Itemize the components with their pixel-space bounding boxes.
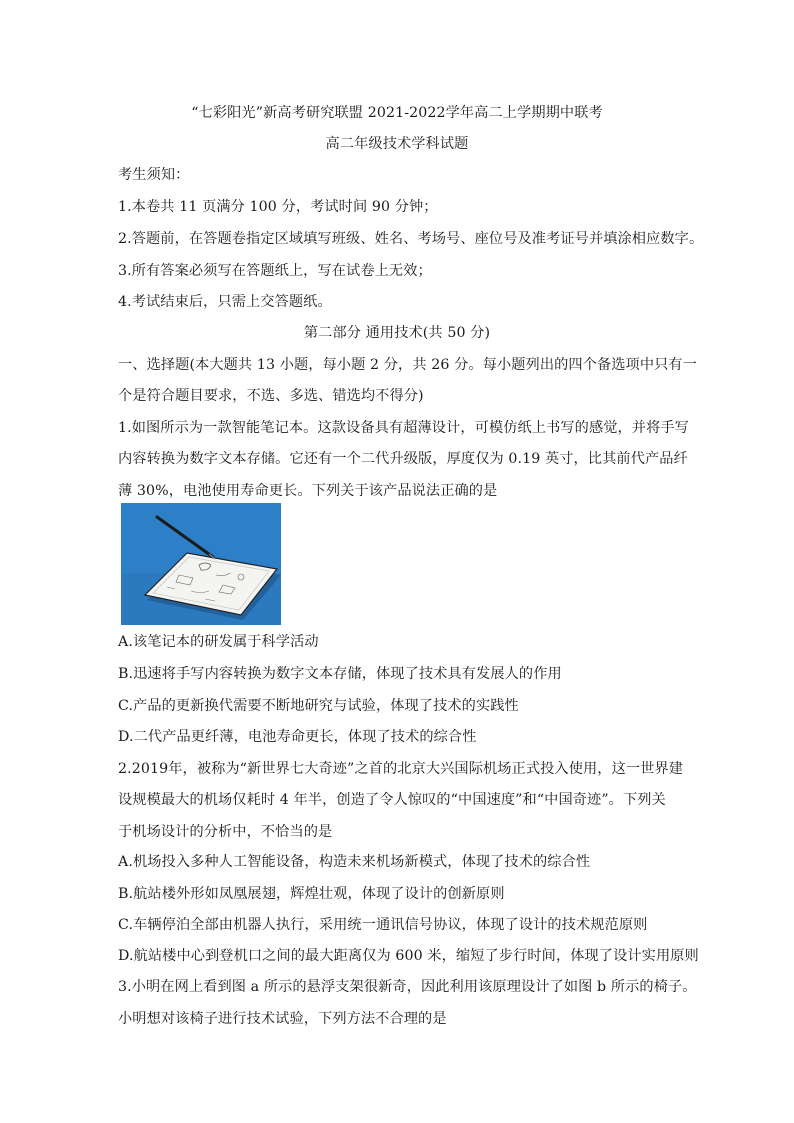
exam-title: “七彩阳光”新高考研究联盟 2021-2022学年高二上学期期中联考: [191, 105, 603, 121]
notice-item-2: 2.答题前，在答题卷指定区域填写班级、姓名、考场号、座位号及准考证号并填涂相应数字。: [118, 231, 704, 247]
q2-stem-line-3: 于机场设计的分析中，不恰当的是: [118, 824, 333, 840]
q1-stem-line-3: 薄 30%，电池使用寿命更长。下列关于该产品说法正确的是: [118, 483, 498, 499]
q2-option-a: A.机场投入多种人工智能设备，构造未来机场新模式，体现了技术的综合性: [118, 854, 591, 870]
q2-option-d: D.航站楼中心到登机口之间的最大距离仅为 600 米，缩短了步行时间，体现了设计实用原则: [118, 948, 699, 964]
q1-option-b: B.迅速将手写内容转换为数字文本存储，体现了技术具有发展人的作用: [118, 666, 562, 682]
section-title: 第二部分 通用技术(共 50 分): [303, 325, 491, 341]
q2-option-b: B.航站楼外形如凤凰展翅，辉煌壮观，体现了设计的创新原则: [118, 886, 505, 902]
q1-option-d: D.二代产品更纤薄，电池寿命更长，体现了技术的综合性: [118, 729, 477, 745]
q1-stem-line-2: 内容转换为数字文本存储。它还有一个二代升级版，厚度仅为 0.19 英寸，比其前代产品纤: [118, 451, 688, 467]
q2-stem-line-2: 设规模最大的机场仅耗时 4 年半，创造了令人惊叹的“中国速度”和“中国奇迹”。下列关: [118, 792, 666, 808]
q2-stem-line-1: 2.2019年，被称为“新世界七大奇迹”之首的北京大兴国际机场正式投入使用，这一世界建: [118, 761, 684, 777]
q1-option-c: C.产品的更新换代需要不断地研究与试验，体现了技术的实践性: [118, 698, 519, 714]
q1-stem-line-1: 1.如图所示为一款智能笔记本。这款设备具有超薄设计，可模仿纸上书写的感觉，并将手写: [118, 420, 689, 436]
notice-heading: 考生须知：: [118, 167, 190, 183]
q2-option-c: C.车辆停泊全部由机器人执行，采用统一通讯信号协议，体现了设计的技术规范原则: [118, 917, 648, 933]
section-instructions-line-2: 个是符合题目要求，不选、多选、错选均不得分): [118, 388, 424, 404]
notice-item-4: 4.考试结束后，只需上交答题纸。: [118, 294, 332, 310]
notice-item-1: 1.本卷共 11 页满分 100 分，考试时间 90 分钟；: [118, 199, 438, 215]
section-instructions-line-1: 一、选择题(本大题共 13 小题，每小题 2 分，共 26 分。每小题列出的四个备选项中只有一: [118, 357, 697, 373]
exam-subtitle: 高二年级技术学科试题: [325, 136, 469, 152]
q3-stem-line-2: 小明想对该椅子进行技术试验，下列方法不合理的是: [118, 1011, 447, 1027]
q3-stem-line-1: 3.小明在网上看到图 a 所示的悬浮支架很新奇，因此利用该原理设计了如图 b 所示的椅子。: [118, 979, 697, 995]
smart-notebook-photo: [121, 503, 281, 625]
q1-option-a: A.该笔记本的研发属于科学活动: [118, 634, 319, 650]
notice-item-3: 3.所有答案必须写在答题纸上，写在试卷上无效；: [118, 263, 432, 279]
